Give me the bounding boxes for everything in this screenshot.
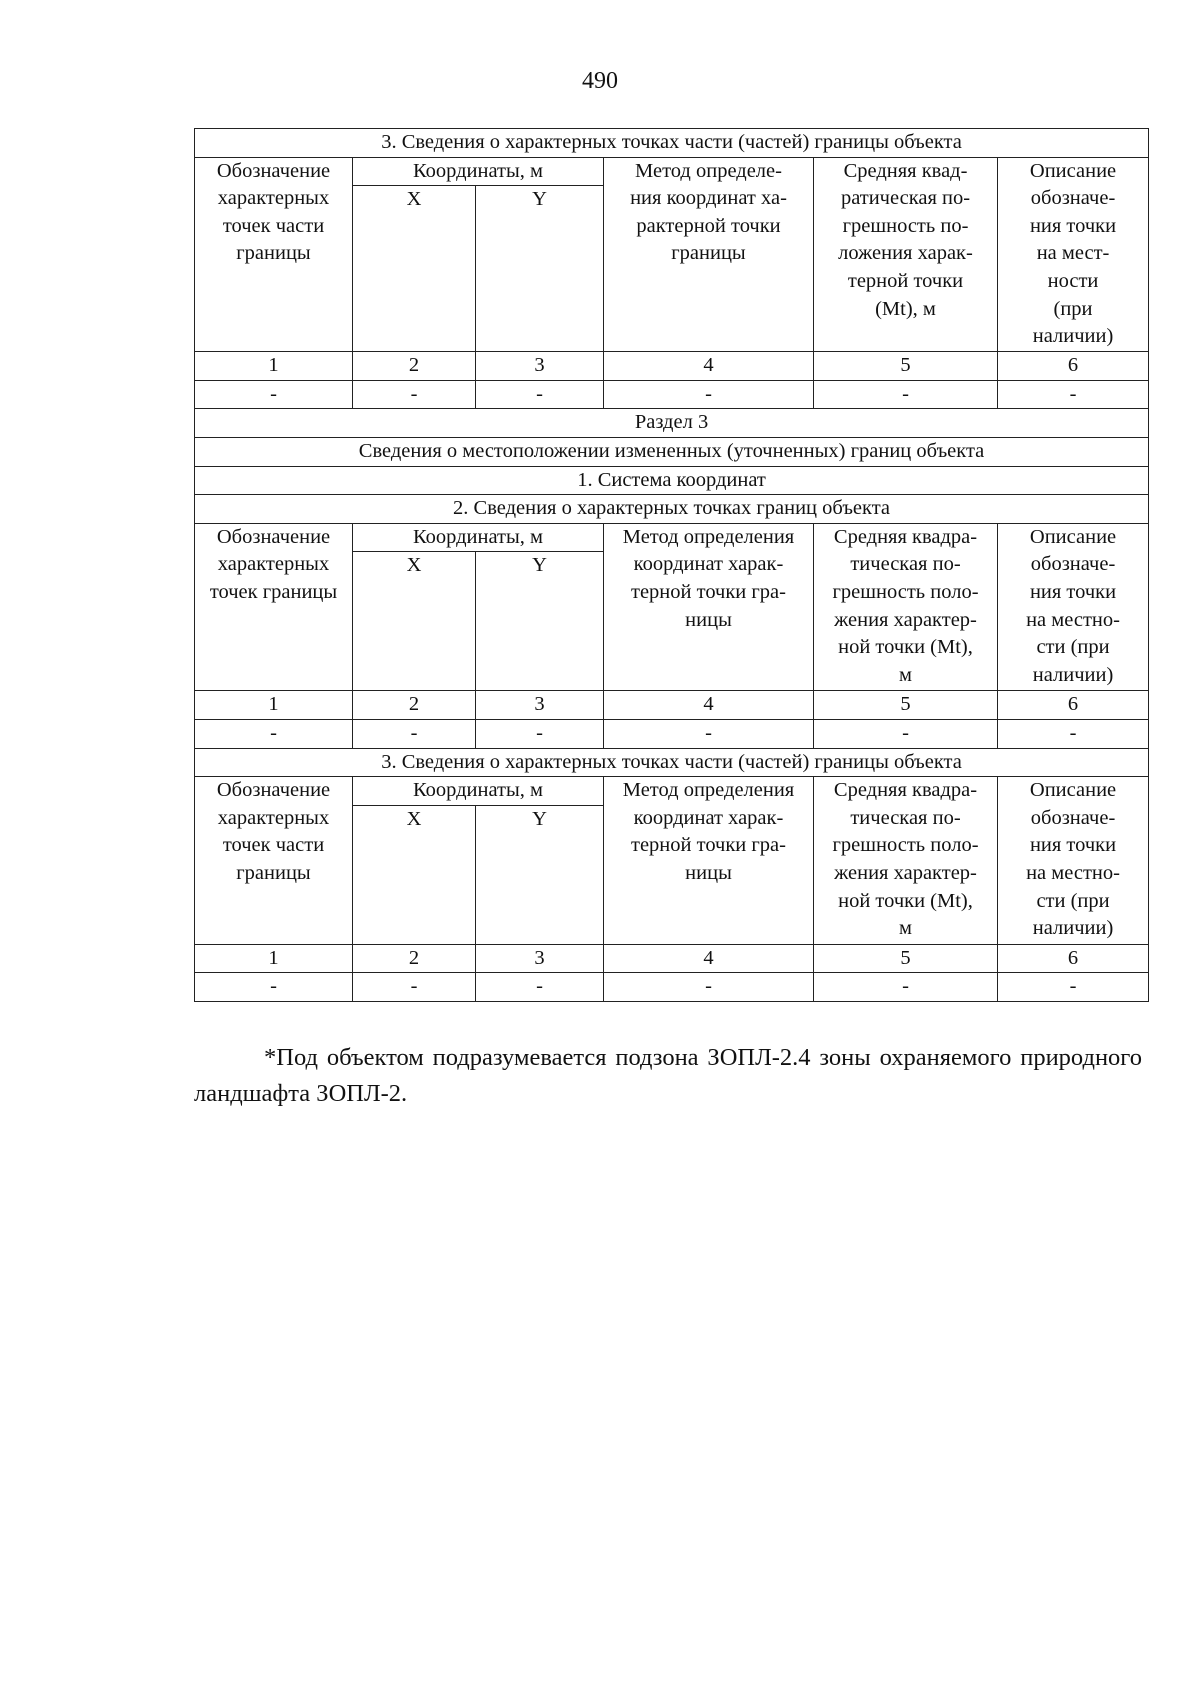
block1-col-number: 6 (998, 352, 1149, 381)
block1-header-y: Y (476, 186, 604, 352)
section3-label: Раздел 3 (195, 409, 1149, 438)
block3-header-error: Средняя квадра- тическая по- грешность поло- жения характер- ной точки (Mt), м (814, 777, 998, 945)
block3-col-number: 2 (353, 944, 476, 973)
block3-header-x: X (353, 805, 476, 944)
block2-cell: - (353, 719, 476, 748)
block3-header-designation: Обозначение характерных точек части границы (195, 777, 353, 945)
block3-col-number: 5 (814, 944, 998, 973)
block2-col-number: 6 (998, 691, 1149, 720)
block2-col-number: 5 (814, 691, 998, 720)
block1-cell: - (195, 380, 353, 409)
block2-col-number: 2 (353, 691, 476, 720)
block1-col-number: 2 (353, 352, 476, 381)
block3-col-number: 3 (476, 944, 604, 973)
block3-col-number: 6 (998, 944, 1149, 973)
block2-col-number: 3 (476, 691, 604, 720)
block1-cell: - (998, 380, 1149, 409)
block3-col-number: 4 (604, 944, 814, 973)
block1-header-error: Средняя квад- ратическая по- грешность по- ложения харак- терной точки (Mt), м (814, 157, 998, 352)
block2-header-error: Средняя квадра- тическая по- грешность поло- жения характер- ной точки (Mt), м (814, 523, 998, 691)
block1-title: 3. Сведения о характерных точках части (частей) границы объекта (195, 129, 1149, 158)
block3-title: 3. Сведения о характерных точках части (частей) границы объекта (195, 748, 1149, 777)
block2-col-number: 4 (604, 691, 814, 720)
block2-cell: - (814, 719, 998, 748)
block3-cell: - (353, 973, 476, 1002)
block2-header-designation: Обозначение характерных точек границы (195, 523, 353, 691)
block1-cell: - (604, 380, 814, 409)
block3-cell: - (814, 973, 998, 1002)
block1-data-row (195, 380, 1149, 409)
block3-cell: - (195, 973, 353, 1002)
block3-col-number: 1 (195, 944, 353, 973)
block2-header-method: Метод определения координат харак- терной точки гра- ницы (604, 523, 814, 691)
block3-header-method: Метод определения координат харак- терной точки гра- ницы (604, 777, 814, 945)
coord-system-title: 1. Система координат (195, 466, 1149, 495)
coord-system-row (195, 466, 1149, 495)
block2-data-row (195, 719, 1149, 748)
block1-header-row (195, 157, 1149, 186)
block1-col-number: 4 (604, 352, 814, 381)
block3-header-coordinates: Координаты, м (353, 777, 604, 806)
block1-cell: - (814, 380, 998, 409)
block2-header-description: Описание обозначе- ния точки на местно- сти (при наличии) (998, 523, 1149, 691)
block1-header-x: X (353, 186, 476, 352)
block3-cell: - (998, 973, 1149, 1002)
block2-cell: - (998, 719, 1149, 748)
block2-cell: - (604, 719, 814, 748)
block1-header-method: Метод определе- ния координат ха- рактерной точки границы (604, 157, 814, 352)
block1-title-row (195, 129, 1149, 158)
block2-header-coordinates: Координаты, м (353, 523, 604, 552)
block2-header-row (195, 523, 1149, 552)
section3-label-row (195, 409, 1149, 438)
page-number: 490 (582, 68, 618, 94)
block3-cell: - (604, 973, 814, 1002)
block2-header-x: X (353, 552, 476, 691)
block2-title-row (195, 495, 1149, 524)
block3-number-row (195, 944, 1149, 973)
block1-header-coordinates: Координаты, м (353, 157, 604, 186)
block1-cell: - (353, 380, 476, 409)
block2-cell: - (195, 719, 353, 748)
block2-number-row (195, 691, 1149, 720)
block3-header-row (195, 777, 1149, 806)
block1-col-number: 3 (476, 352, 604, 381)
section3-title-row (195, 437, 1149, 466)
block1-header-designation: Обозначение характерных точек части границы (195, 157, 353, 352)
block1-col-number: 1 (195, 352, 353, 381)
section3-title: Сведения о местоположении измененных (уточненных) границ объекта (195, 437, 1149, 466)
block3-data-row (195, 973, 1149, 1002)
block2-header-y: Y (476, 552, 604, 691)
block1-header-description: Описание обозначе- ния точки на мест- ности (при наличии) (998, 157, 1149, 352)
footnote: *Под объектом подразумевается подзона ЗОПЛ-2.4 зоны охраняемого природного ландшафта ЗОПЛ-2. (194, 1044, 1142, 1107)
block3-header-y: Y (476, 805, 604, 944)
block3-title-row (195, 748, 1149, 777)
block1-number-row (195, 352, 1149, 381)
block3-cell: - (476, 973, 604, 1002)
block1-col-number: 5 (814, 352, 998, 381)
boundary-points-table (194, 128, 1149, 1002)
block3-header-description: Описание обозначе- ния точки на местно- сти (при наличии) (998, 777, 1149, 945)
block1-cell: - (476, 380, 604, 409)
block2-cell: - (476, 719, 604, 748)
block2-title: 2. Сведения о характерных точках границ объекта (195, 495, 1149, 524)
block2-col-number: 1 (195, 691, 353, 720)
